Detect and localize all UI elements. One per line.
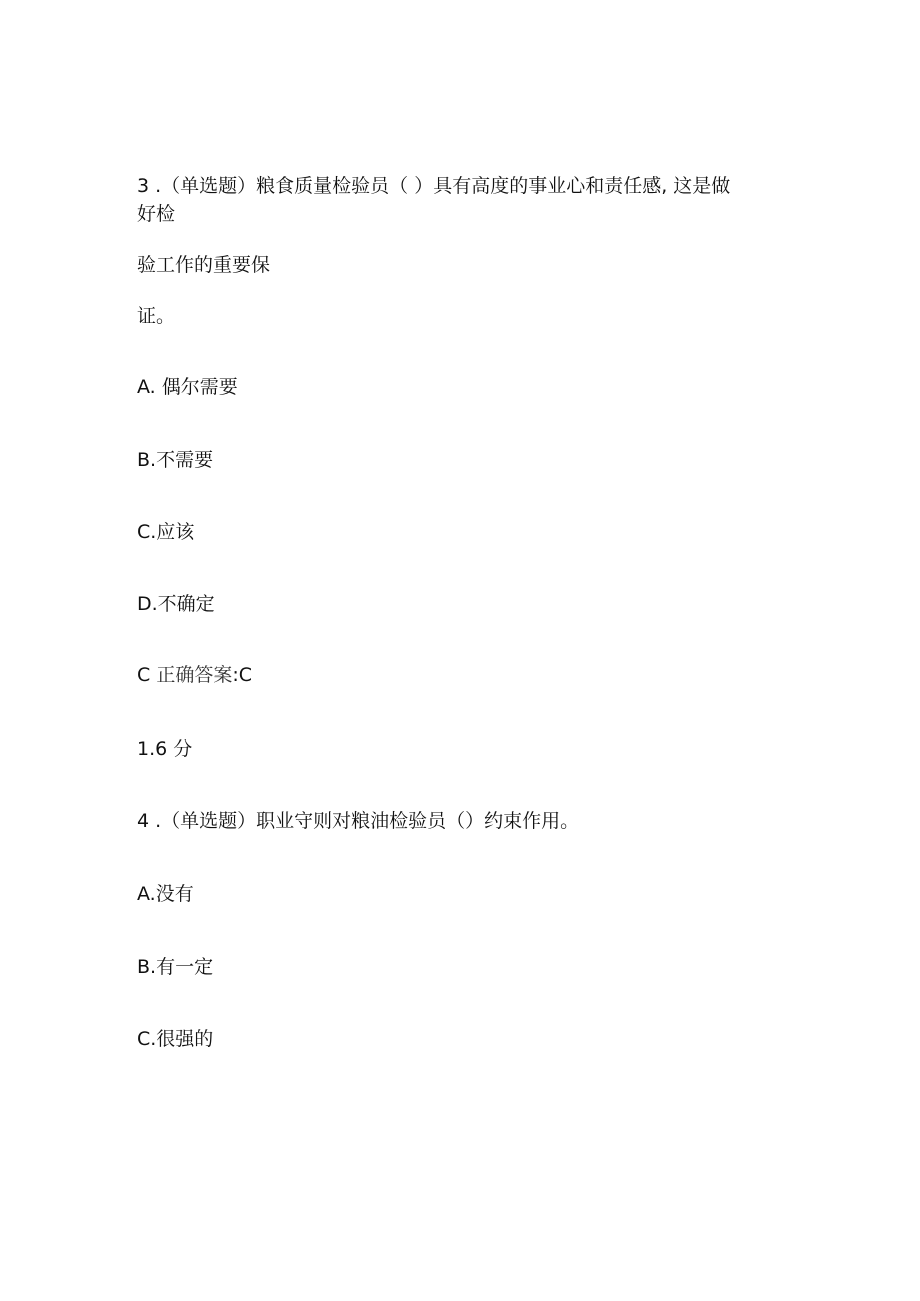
question-4-option-b: B.有一定: [137, 956, 214, 978]
answer-prefix: C: [137, 664, 157, 686]
question-4-stem: 4 .（单选题）职业守则对粮油检验员（）约束作用。: [137, 810, 580, 832]
answer-value: :C: [232, 664, 252, 686]
question-3-stem-line-4: 证。: [137, 305, 176, 327]
question-3-stem-line-3: 验工作的重要保: [137, 254, 271, 276]
question-3-score: 1.6 分: [137, 738, 193, 760]
question-3-option-b: B.不需要: [137, 449, 214, 471]
question-3-option-d: D.不确定: [137, 593, 215, 615]
question-4-option-c: C.很强的: [137, 1028, 214, 1050]
question-4-option-a: A.没有: [137, 883, 194, 905]
question-3-stem-line-2: 好检: [137, 203, 176, 225]
question-3-correct-answer: [137, 663, 252, 687]
question-3-stem-line-1: 3 .（单选题）粮食质量检验员（ ）具有高度的事业心和责任感, 这是做: [137, 175, 731, 197]
question-3-option-a: A. 偶尔需要: [137, 376, 238, 398]
answer-label: 正确答案: [156, 664, 233, 686]
question-3-option-c: C.应该: [137, 521, 195, 543]
